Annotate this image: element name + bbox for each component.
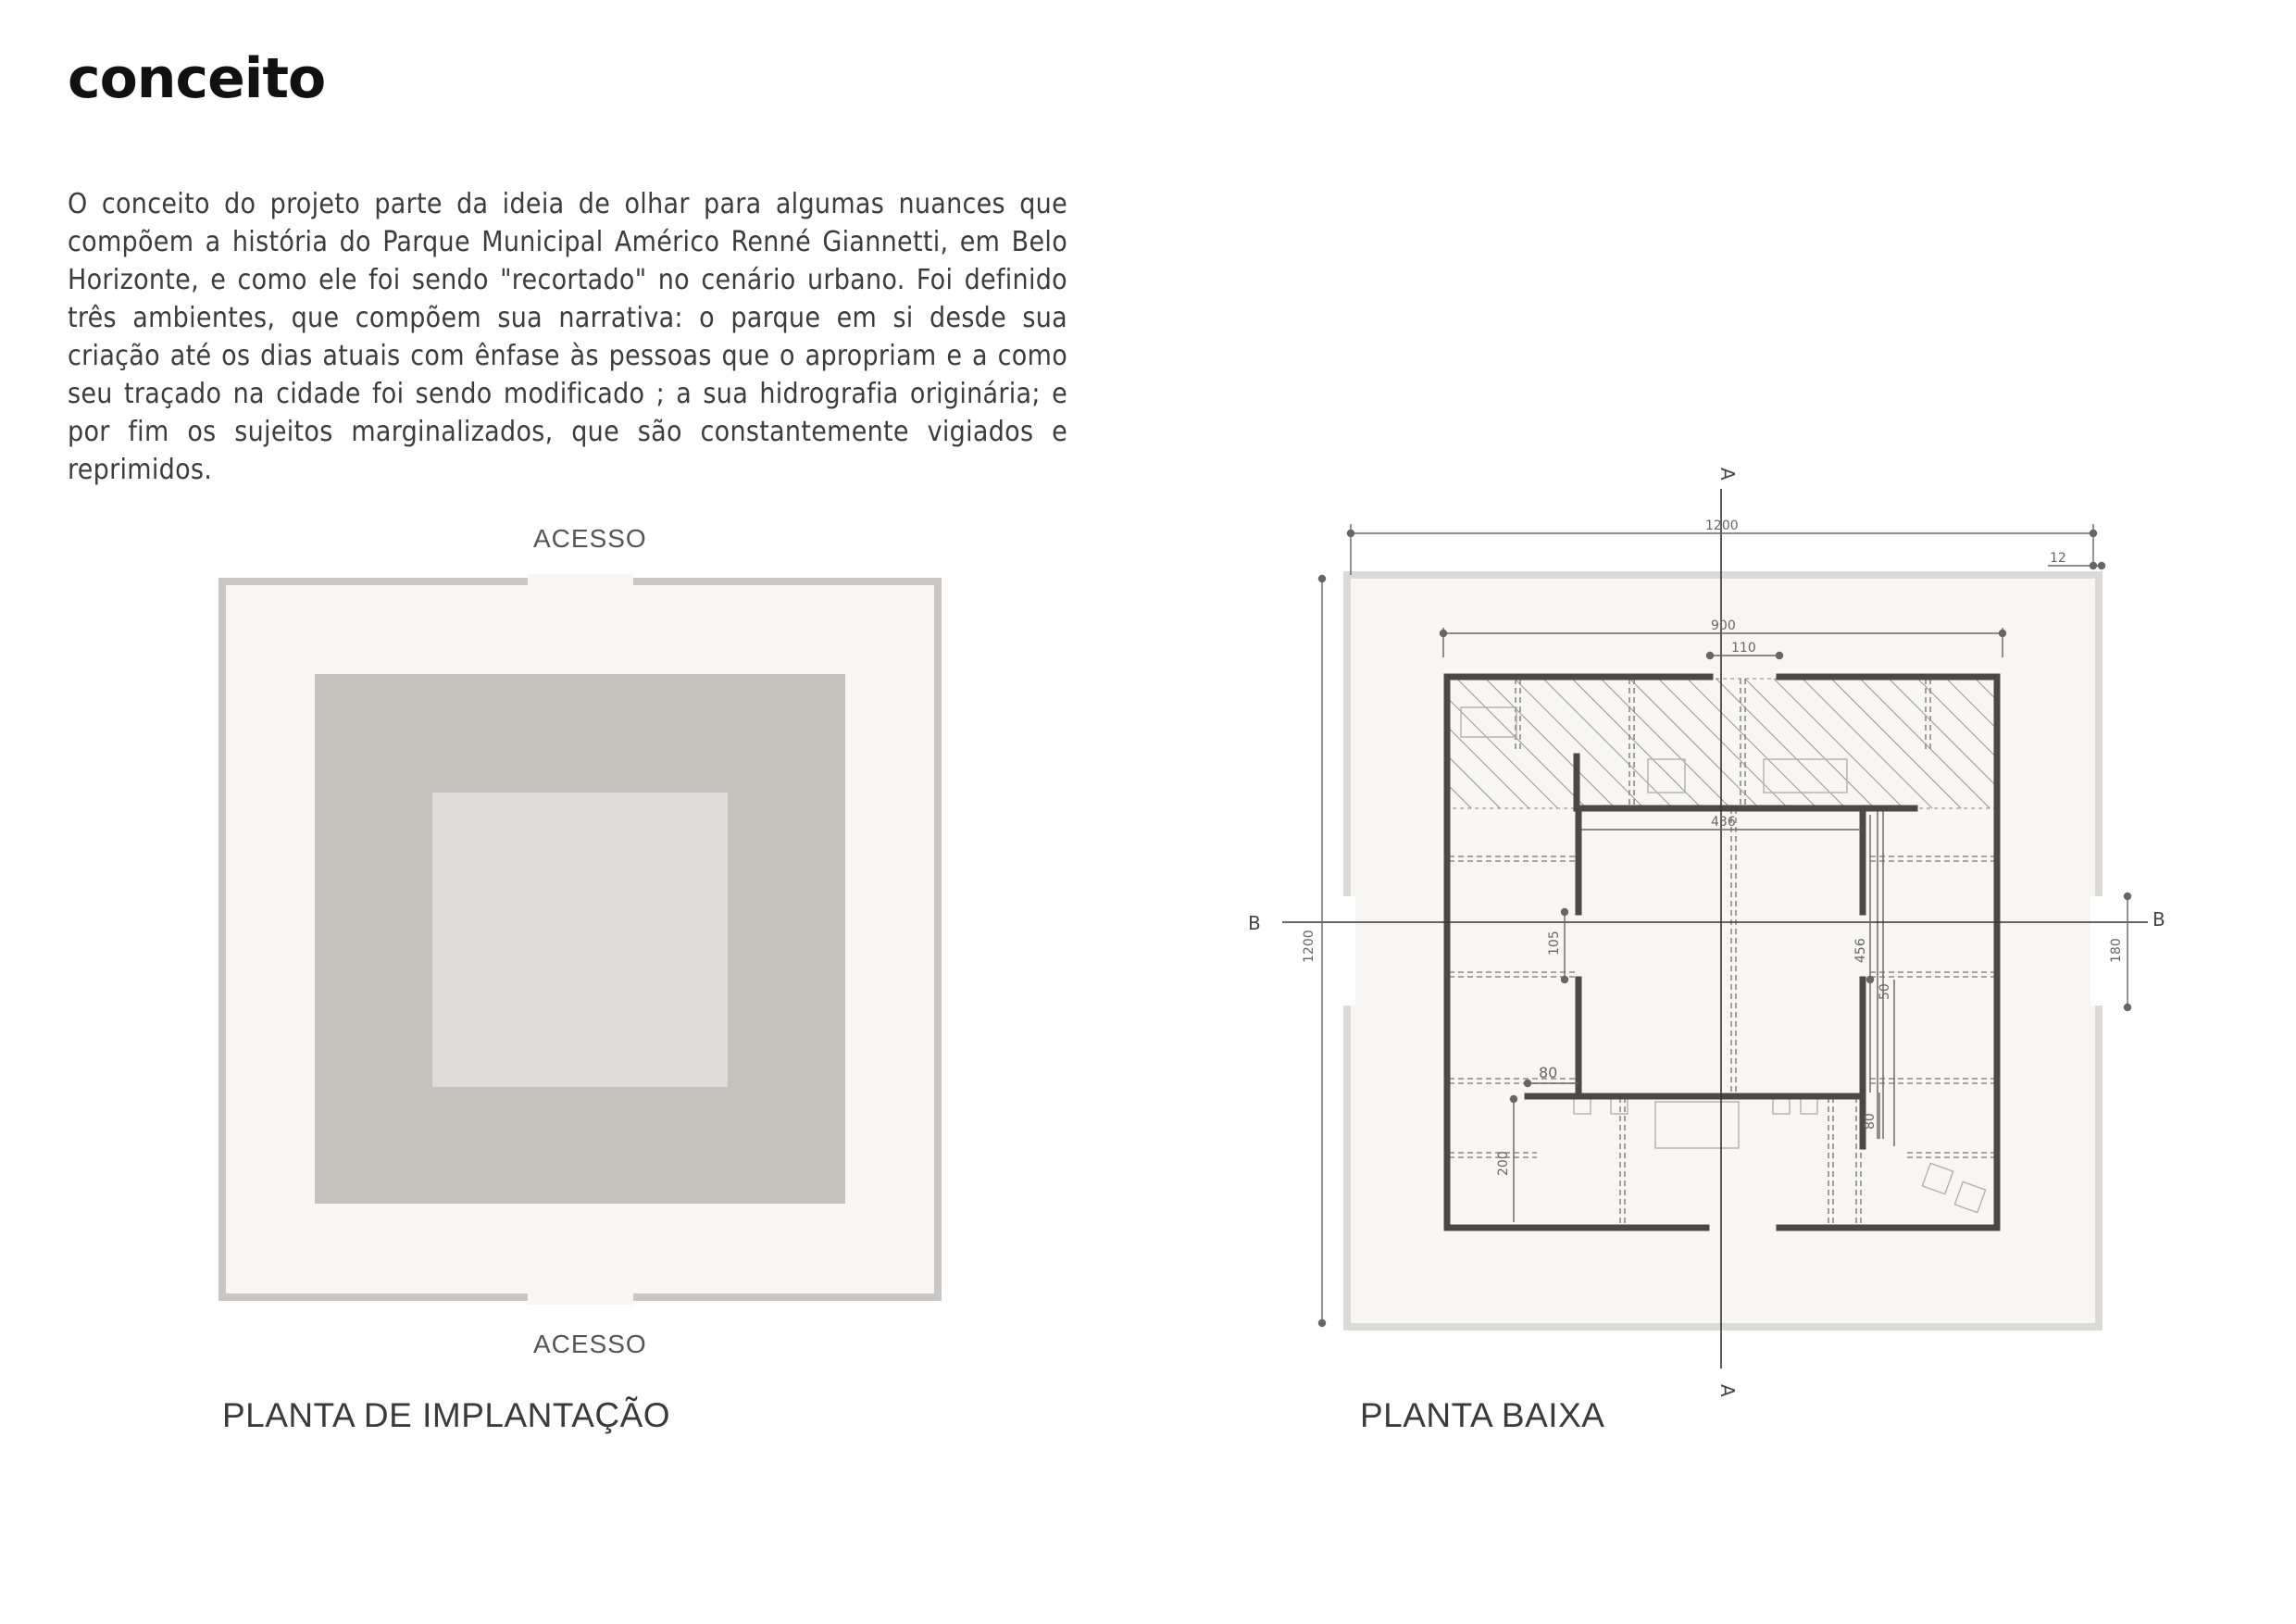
hatched-zone — [1449, 679, 1995, 808]
section-a-bottom-label: A — [1716, 1384, 1739, 1397]
site-plan — [222, 574, 938, 1305]
dim-core-width: 436 — [1711, 815, 1736, 830]
plot-right-opening — [2090, 896, 2105, 1006]
site-core-area — [432, 793, 728, 1087]
site-plan-bottom-access-label: ACESSO — [533, 1330, 647, 1358]
dim-left-gap: 105 — [1547, 931, 1562, 956]
section-a-top-label: A — [1716, 468, 1739, 481]
site-plan-caption: PLANTA DE IMPLANTAÇÃO — [222, 1396, 671, 1434]
dim-lower-right: 80 — [1863, 1113, 1878, 1130]
plot-left-opening — [1341, 896, 1355, 1006]
concept-paragraph: O conceito do projeto parte da ideia de olhar para algumas nuances que compõem a história do Parque Municipal Américo Renné Giannetti, em Belo Horizonte, e como ele foi sendo "recortado" no cenário urbano. Foi definido três ambientes, que compõem sua narrativa: o parque em si desde sua criação até os dias atuais com ênfase às pessoas que o apropriam e a como seu traçado na cidade foi sendo modificado ; a sua hidrografia originária; e por fim os sujeitos marginalizados, que são constantemente vigiados e reprimidos. — [68, 188, 1067, 486]
site-plan-top-access-label: ACESSO — [533, 524, 647, 553]
dim-opening: 110 — [1731, 641, 1756, 656]
dim-overall-height: 1200 — [1302, 930, 1316, 963]
dim-overall-width: 1200 — [1705, 518, 1739, 533]
site-bottom-access-gap — [528, 1290, 633, 1305]
dim-inner-width: 900 — [1711, 618, 1736, 633]
page-title: conceito — [68, 46, 326, 111]
dim-edge-offset: 12 — [2050, 551, 2066, 566]
dim-right-gap: 50 — [1878, 983, 1892, 1000]
dim-core-height: 456 — [1853, 938, 1868, 963]
dim-lower-height: 200 — [1496, 1151, 1511, 1176]
dim-side-opening: 180 — [2109, 938, 2124, 963]
section-b-right-label: B — [2152, 908, 2165, 931]
floor-plan-caption: PLANTA BAIXA — [1360, 1396, 1605, 1434]
site-top-access-gap — [528, 574, 633, 589]
section-b-left-label: B — [1248, 912, 1261, 934]
floor-plan — [1248, 468, 2165, 1397]
dim-lower-left: 80 — [1539, 1064, 1558, 1081]
